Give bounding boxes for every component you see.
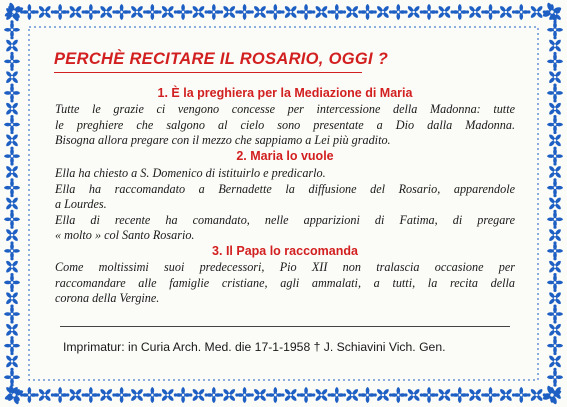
section-heading-3: 3. Il Papa lo raccomanda xyxy=(212,244,358,258)
section-text-3 xyxy=(55,260,515,307)
text-line: Ella ha raccomandato a Bernadette la diffusione del Rosario, apparendole xyxy=(55,181,515,196)
imprimatur-line: Imprimatur: in Curia Arch. Med. die 17-1-1958 † J. Schiavini Vich. Gen. xyxy=(63,340,446,354)
section-heading-2: 2. Maria lo vuole xyxy=(236,149,334,163)
title-underline xyxy=(54,72,362,73)
text-line: le preghiere che salgono al cielo sono presentate a Dio dalla Madonna. xyxy=(55,117,515,132)
page-title: PERCHÈ RECITARE IL ROSARIO, OGGI ? xyxy=(54,50,389,68)
text-line: raccomandare alle famiglie cristiane, agli ammalati, a tutti, la recita della xyxy=(55,275,515,290)
text-line: a Lourdes. xyxy=(55,197,107,211)
footer-divider xyxy=(60,326,510,327)
text-line: Tutte le grazie ci vengono concesse per intercessione della Madonna: tutte xyxy=(55,102,515,116)
text-line: Bisogna allora pregare con il mezzo che sappiamo a Lei più gradito. xyxy=(55,133,391,147)
text-line: « molto » col Santo Rosario. xyxy=(55,228,195,242)
section-text-2 xyxy=(55,166,515,244)
text-line: Come moltissimi suoi predecessori, Pio XII non tralascia occasione per xyxy=(55,260,515,274)
text-line: Ella ha chiesto a S. Domenico di istituirlo e predicarlo. xyxy=(55,166,326,180)
text-line: Ella di recente ha comandato, nelle apparizioni di Fatima, di pregare xyxy=(55,212,515,227)
text-line: corona della Vergine. xyxy=(55,291,160,305)
section-text-1 xyxy=(55,102,515,149)
section-heading-1: 1. È la preghiera per la Mediazione di Maria xyxy=(157,86,413,100)
